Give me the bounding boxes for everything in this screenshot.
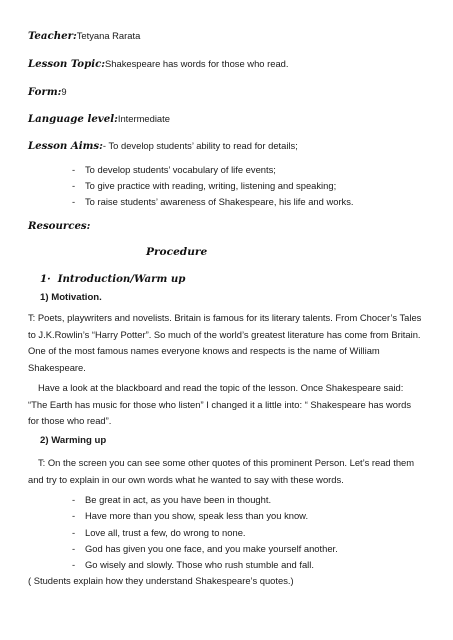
paragraph-1: T: Poets, playwriters and novelists. Britain is famous for its literary talents. From Chocer’s Tales to J.K.Rowlin’s “Harry Potter”. So much of the world’s greatest literature has come from Britain. One of the most famous names everyone knows and respects is the name of William Shakespeare. [28,312,422,373]
section-title: Introduction/Warm up [57,273,186,285]
list-item: - To raise students’ awareness of Shakespeare, his life and works. [72,195,354,207]
list-item: - Go wisely and slowly. Those who rush stumble and fall. [72,559,314,571]
list-item: - Have more than you show, speak less than you know. [72,510,309,522]
lesson-aims-first: - To develop students’ ability to read for details; [102,140,298,151]
teacher-value: Tetyana Rarata [76,30,141,41]
list-item: - Be great in act, as you have been in thought. [72,494,272,505]
list-item: - God has given you one face, and you make yourself another. [72,542,338,554]
lesson-topic-label: Lesson Topic: [28,58,106,70]
section-number: 1· [40,273,51,285]
lesson-aims-label: Lesson Aims: [28,140,103,152]
section-heading [40,273,185,285]
paragraph-3: T: On the screen you can see some other quotes of this prominent Person. Let’s read them and try to explain in our own words what he wanted to say with these words. [28,457,415,485]
teacher-field [28,30,140,42]
list-item: - To give practice with reading, writing, listening and speaking; [72,179,337,191]
form-field [28,86,67,98]
lesson-aims-field [28,140,298,152]
list-item: - To develop students’ vocabulary of life events; [72,164,276,175]
motivation-heading: 1) Motivation. [40,292,102,303]
language-level-value: Intermediate [117,113,170,124]
list-item: - Love all, trust a few, do wrong to none. [72,526,246,538]
warming-heading: 2) Warming up [40,435,107,446]
lesson-topic-value: Shakespeare has words for those who read. [105,58,289,69]
language-level-label: Language level: [28,113,118,125]
lesson-topic-field [28,58,288,70]
form-value: 9 [61,86,67,97]
paragraph-2: Have a look at the blackboard and read the topic of the lesson. Once Shakespeare said: “The Earth has music for those who listen” I changed it a little into: “ Shakespeare has words for those who read”. [28,382,412,426]
form-label: Form: [28,86,62,98]
teacher-label: Teacher: [28,30,77,42]
resources-label: Resources: [28,220,91,232]
procedure-title: Procedure [146,246,208,258]
language-level-field [28,113,170,125]
aims-list [72,162,354,209]
closing-note: ( Students explain how they understand Shakespeare’s quotes.) [28,575,294,586]
quotes-list [72,492,338,573]
